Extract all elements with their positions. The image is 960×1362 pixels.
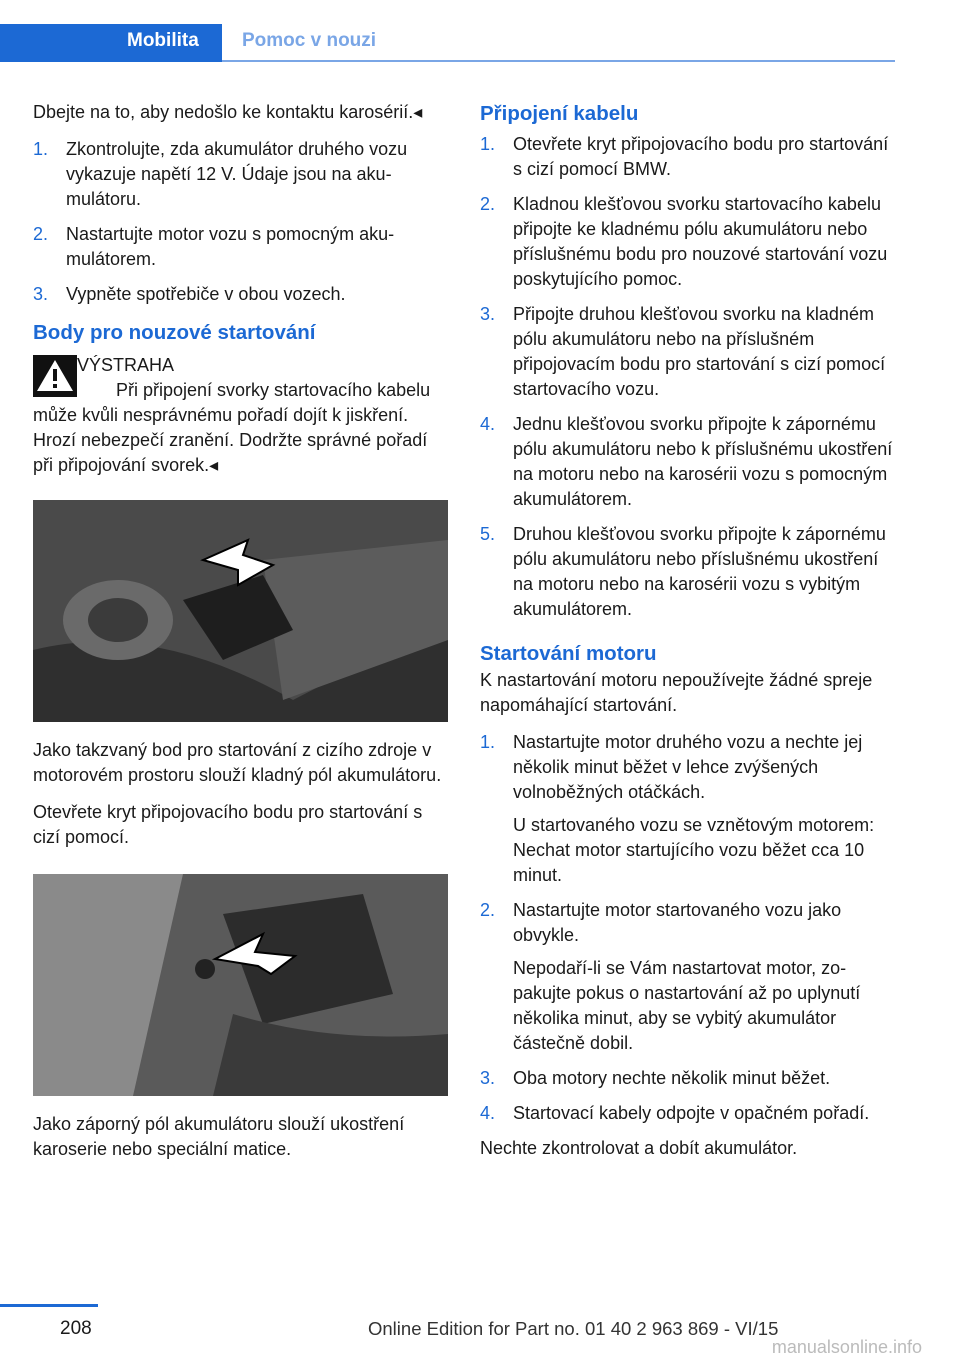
open-cover-text: Otevřete kryt připojovacího bodu pro startování s cizí pomocí.: [33, 802, 423, 847]
warning-box: [33, 353, 448, 478]
footer-divider: [0, 1304, 98, 1307]
list-item: 1. Otevřete kryt připojovacího bodu pro startování s cizí pomocí BMW.: [480, 134, 889, 179]
page-number: 208: [60, 1318, 92, 1339]
positive-terminal-illustration: [33, 500, 448, 722]
list-item: 3. Oba motory nechte několik minut běžet.: [480, 1068, 831, 1088]
list-item: 4. Jednu klešťovou svorku připojte k zápornému pólu akumulátoru nebo k příslušnému ukostření na motoru nebo na karosérii vozu s pomocným akumulátorem.: [480, 414, 893, 509]
tab-mobilita[interactable]: Mobilita: [0, 24, 222, 62]
edition-text: Online Edition for Part no. 01 40 2 963 869 - VI/15: [368, 1318, 779, 1339]
engine-bay-photo-negative: [33, 874, 448, 1096]
cable-steps-list: [480, 132, 895, 622]
closing-text: Nechte zkontrolovat a dobít akumulátor.: [480, 1138, 798, 1158]
list-item: 5. Druhou klešťovou svorku připojte k zápornému pólu akumulátoru nebo příslušnému ukostření na motoru nebo na karosérii vozu s vybitým akumulátorem.: [480, 524, 886, 619]
left-column: [33, 100, 448, 1174]
start-steps-list: [480, 730, 895, 1126]
list-item: 3. Připojte druhou klešťovou svorku na kladném pólu akumulátoru nebo na příslušném připojovacím bodu pro startování s cizí pomocí startovacího vozu.: [480, 304, 886, 399]
start-intro-text: K nastartování motoru nepoužívejte žádné spreje napomáhající startování.: [480, 670, 873, 715]
list-item: 2. Nastartujte motor startovaného vozu jako obvykle. Nepodaří-li se Vám nastartovat motor, zopakujte pokus o nastartování až po uplynutí několika minut, aby se vybitý akumulátor částečně dobil.: [480, 900, 861, 1053]
intro-text: Dbejte na to, aby nedošlo ke kontaktu karosérií.◂: [33, 102, 423, 122]
list-item: 2. Kladnou klešťovou svorku startovacího kabelu připojte ke kladnému pólu akumulátoru nebo příslušnému bodu pro nouzové startování vozu poskytujícího pomoc.: [480, 194, 888, 289]
right-column: [480, 100, 895, 1173]
engine-bay-photo-positive: [33, 500, 448, 722]
watermark: manualsonline.info: [771, 1337, 922, 1357]
list-item: 4. Startovací kabely odpojte v opačném pořadí.: [480, 1103, 870, 1123]
warning-title: VÝSTRAHA: [77, 355, 175, 375]
positive-pole-text: Jako takzvaný bod pro startování z cizího zdroje v motorovém prostoru slouží kladný pól akumulátoru.: [33, 740, 442, 785]
section-heading: Startování motoru: [480, 642, 657, 665]
list-item: 3. Vypněte spotřebiče v obou vozech.: [33, 284, 346, 304]
list-item: 1. Nastartujte motor druhého vozu a nechte jej několik minut běžet v lehce zvýšených volnoběžných otáčkách. U startovaného vozu se vznětovým motorem: Nechat motor startujícího vozu běžet cca 10 minut.: [480, 732, 875, 885]
negative-pole-text: Jako záporný pól akumulátoru slouží ukostření karoserie nebo speciální matice.: [33, 1114, 405, 1159]
warning-triangle-icon: [33, 355, 77, 397]
header: [0, 0, 895, 62]
section-heading: Body pro nouzové startování: [33, 321, 316, 344]
list-item: 2. Nastartujte motor vozu s pomocným akumulátorem.: [33, 224, 395, 269]
warning-text: Při připojení svorky startovacího kabelu může kvůli nesprávnému pořadí dojít k jiskření. Hrozí nebezpečí zranění. Dodržte správné pořadí při připojování svorek.◂: [33, 380, 431, 475]
negative-terminal-illustration: [33, 874, 448, 1096]
list-item: 1. Zkontrolujte, zda akumulátor druhého vozu vykazuje napětí 12 V. Údaje jsou na akumulátoru.: [33, 139, 408, 209]
header-divider: [222, 60, 895, 62]
prep-steps-list: [33, 137, 448, 307]
section-heading: Připojení kabelu: [480, 102, 639, 125]
tab-pomoc-v-nouzi[interactable]: Pomoc v nouzi: [242, 30, 377, 51]
